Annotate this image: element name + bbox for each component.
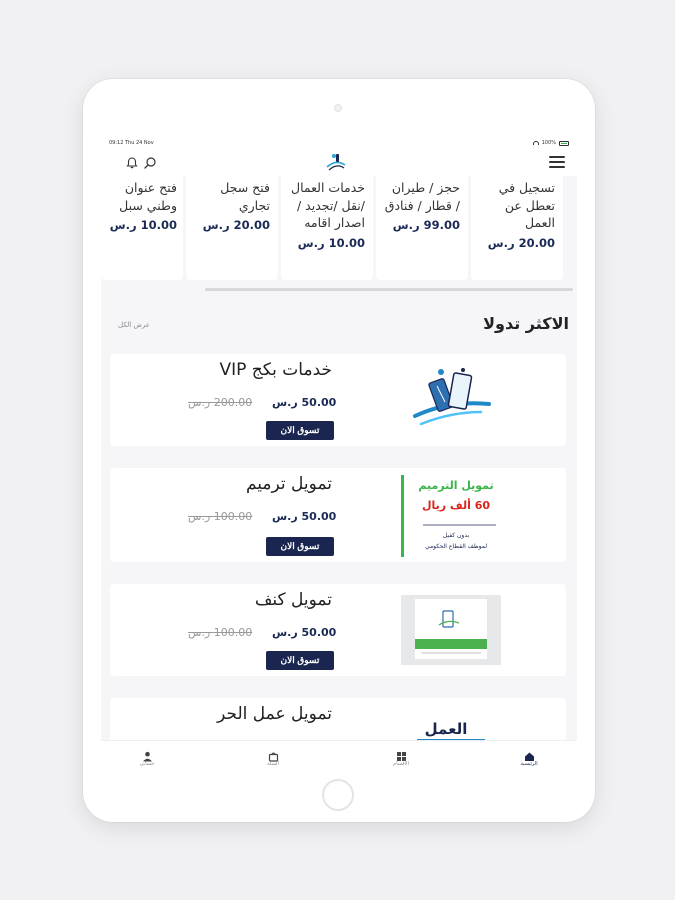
- nav-home[interactable]: [499, 747, 559, 767]
- nav-account[interactable]: [117, 747, 177, 767]
- battery-icon: [559, 141, 569, 146]
- search-icon[interactable]: [143, 155, 157, 169]
- nav-categories[interactable]: [371, 747, 431, 767]
- cart-icon: [268, 747, 279, 758]
- service-price: 10.00 ر.س: [109, 218, 177, 232]
- service-price: 10.00 ر.س: [297, 235, 365, 250]
- product-title: تمويل عمل الحر: [217, 704, 332, 724]
- product-card[interactable]: [110, 468, 566, 562]
- status-bar: [101, 136, 577, 150]
- product-image[interactable]: [401, 364, 501, 436]
- service-price: 20.00 ر.س: [487, 235, 555, 250]
- product-old-price: 100.00 ر.س: [188, 510, 253, 523]
- service-card[interactable]: [471, 176, 563, 280]
- nav-label: الرئيسية: [520, 761, 538, 767]
- service-title: حجز / طيران / قطار / فنادق: [384, 180, 460, 213]
- service-price: 99.00 ر.س: [392, 218, 460, 232]
- product-card[interactable]: [110, 354, 566, 446]
- promo-title: تمويل الترميم: [418, 479, 494, 492]
- product-title: خدمات بكج VIP: [219, 360, 332, 380]
- shop-now-button[interactable]: تسوق الان: [266, 537, 334, 556]
- service-title: فتح عنوان وطني سبل: [119, 180, 177, 213]
- nav-cart[interactable]: [243, 747, 303, 767]
- app-header: [101, 150, 577, 176]
- bell-icon[interactable]: [125, 155, 139, 169]
- services-carousel[interactable]: [101, 176, 577, 282]
- product-title: تمويل كنف: [254, 590, 332, 610]
- brand-logo[interactable]: [323, 151, 349, 173]
- service-title: تسجيل في تعطل عن العمل: [498, 180, 555, 230]
- product-card[interactable]: [110, 584, 566, 676]
- product-image[interactable]: [401, 595, 501, 665]
- hamburger-menu-icon[interactable]: [549, 156, 565, 168]
- service-price: 20.00 ر.س: [202, 218, 270, 232]
- user-icon: [142, 747, 153, 758]
- product-title: تمويل ترميم: [245, 474, 332, 494]
- app-screen: [101, 136, 577, 776]
- service-card[interactable]: [281, 176, 373, 280]
- wifi-icon: [533, 141, 539, 145]
- product-logo-text: العمل: [424, 720, 468, 738]
- product-image[interactable]: [401, 473, 511, 559]
- product-old-price: 100.00 ر.س: [188, 626, 253, 639]
- status-indicators: [533, 140, 569, 146]
- section-title: الاكثر تدولا: [483, 314, 569, 333]
- carousel-scrollbar[interactable]: [205, 288, 573, 291]
- product-price: 50.00 ر.س: [272, 396, 337, 409]
- nav-label: السلة: [267, 761, 279, 767]
- service-card[interactable]: [186, 176, 278, 280]
- promo-line: لموظف القطاع الحكومي: [424, 543, 488, 550]
- status-time: 09:12 Thu 24 Nov: [109, 140, 154, 146]
- service-card[interactable]: [101, 176, 183, 280]
- camera: [334, 104, 342, 112]
- promo-amount: 60 ألف ريال: [421, 499, 491, 512]
- home-button[interactable]: [322, 779, 354, 811]
- product-old-price: 200.00 ر.س: [188, 396, 253, 409]
- nav-label: حسابي: [139, 761, 155, 767]
- service-title: فتح سجل تجاري: [220, 180, 270, 213]
- service-title: خدمات العمال /نقل /تجديد /اصدار اقامه: [291, 180, 365, 230]
- shop-now-button[interactable]: تسوق الان: [266, 421, 334, 440]
- service-card[interactable]: [376, 176, 468, 280]
- home-icon: [524, 747, 535, 758]
- shop-now-button[interactable]: تسوق الان: [266, 651, 334, 670]
- bottom-navigation: [101, 740, 577, 776]
- view-all-link[interactable]: عرض الكل: [118, 321, 150, 329]
- nav-label: الأقسام: [393, 761, 409, 767]
- grid-icon: [396, 747, 407, 758]
- product-price: 50.00 ر.س: [272, 626, 337, 639]
- battery-percent: 100%: [541, 140, 556, 146]
- product-price: 50.00 ر.س: [272, 510, 337, 523]
- promo-line: بدون كفيل: [442, 532, 470, 539]
